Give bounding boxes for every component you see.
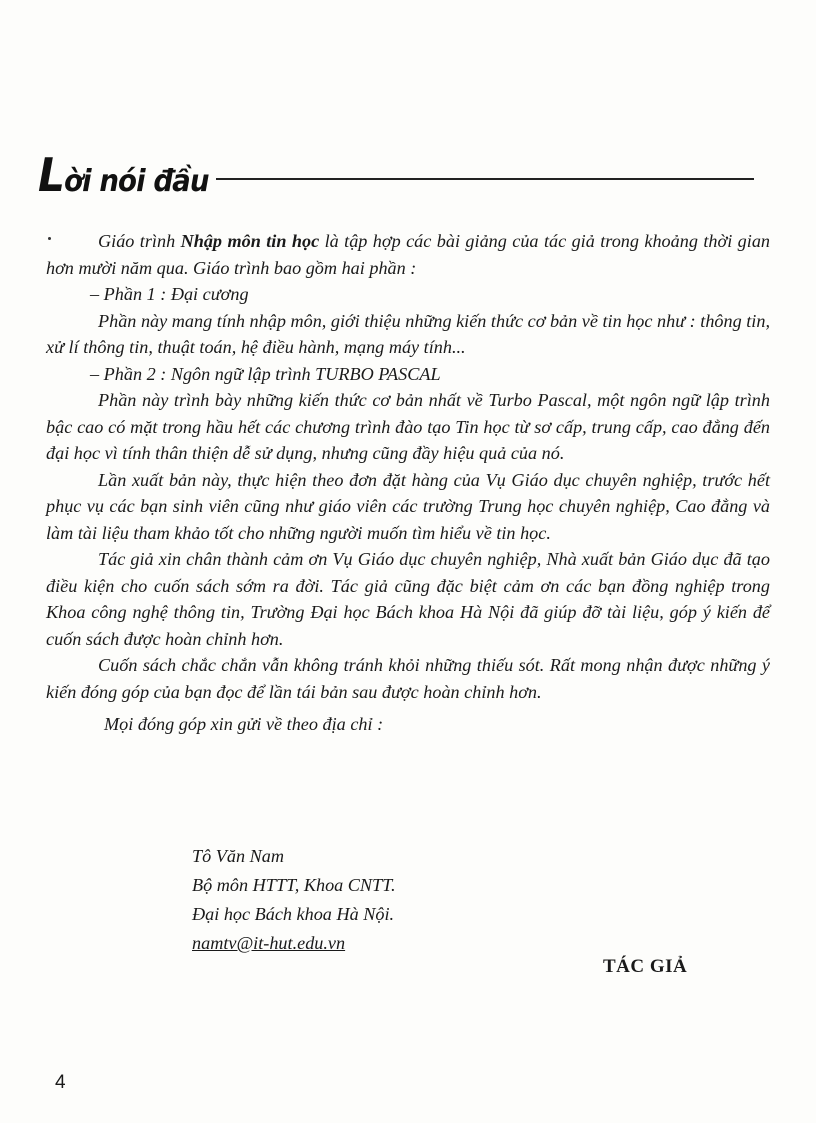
- part-1-description: Phần này mang tính nhập môn, giới thiệu những kiến thức cơ bản về tin học như : thông tin, xử lí thông tin, thuật toán, hệ điều hành, mạng máy tính...: [46, 310, 770, 357]
- heading-initial: L: [38, 148, 65, 202]
- paragraph-intro: [46, 228, 770, 281]
- heading-rest: ời nói đầu: [64, 164, 209, 199]
- intro-text-start: Giáo trình: [98, 231, 181, 251]
- paragraph-feedback: Cuốn sách chắc chắn vẫn không tránh khỏi những thiếu sót. Rất mong nhận được những ý kiến đóng góp của bạn đọc để lần tái bản sau được hoàn chỉnh hơn.: [46, 655, 770, 702]
- page-number: 4: [55, 1072, 66, 1093]
- section-heading-row: [38, 148, 758, 202]
- paragraph-edition: Lần xuất bản này, thực hiện theo đơn đặt hàng của Vụ Giáo dục chuyên nghiệp, trước hết phục vụ các bạn sinh viên cũng như giáo viên các trường Trung học chuyên nghiệp, Cao đẳng và làm tài liệu tham khảo tốt cho những người muốn tìm hiểu về tin học.: [46, 469, 770, 543]
- book-title: Nhập môn tin học: [180, 231, 320, 251]
- author-name: Tô Văn Nam: [192, 846, 284, 866]
- contact-address: [192, 842, 492, 958]
- part-2-description: Phần này trình bày những kiến thức cơ bản nhất về Turbo Pascal, một ngôn ngữ lập trình bậc cao có mặt trong hầu hết các chương trình đào tạo Tin học từ sơ cấp, trung cấp, cao đẳng đến đại học vì tính thân thiện dễ sử dụng, nhưng cũng đầy hiệu quả của nó.: [46, 390, 770, 463]
- part-1-heading: – Phần 1 : Đại cương: [90, 284, 249, 304]
- email-link[interactable]: namtv@it-hut.edu.vn: [192, 933, 346, 953]
- department: Bộ môn HTTT, Khoa CNTT.: [192, 875, 396, 895]
- page-title: [38, 148, 209, 202]
- intro-text-end: là tập hợp các bài giảng của tác giả trong khoảng thời gian hơn mười năm qua. Giáo trình bao gồm hai phần :: [46, 231, 771, 278]
- university: Đại học Bách khoa Hà Nội.: [192, 904, 395, 924]
- heading-rule: [216, 178, 754, 180]
- paragraph-thanks: Tác giả xin chân thành cảm ơn Vụ Giáo dục chuyên nghiệp, Nhà xuất bản Giáo dục đã tạo điều kiện cho cuốn sách sớm ra đời. Tác giả cũng đặc biệt cảm ơn các bạn đồng nghiệp trong Khoa công nghệ thông tin, Trường Đại học Bách khoa Hà Nội đã giúp đỡ tài liệu, góp ý kiến để cuốn sách được hoàn chỉnh hơn.: [46, 549, 770, 649]
- preface-body: [46, 228, 770, 738]
- author-signature: TÁC GIẢ: [603, 956, 688, 977]
- contact-intro: Mọi đóng góp xin gửi về theo địa chỉ :: [104, 714, 384, 734]
- part-2-heading: – Phần 2 : Ngôn ngữ lập trình TURBO PASCAL: [90, 363, 441, 384]
